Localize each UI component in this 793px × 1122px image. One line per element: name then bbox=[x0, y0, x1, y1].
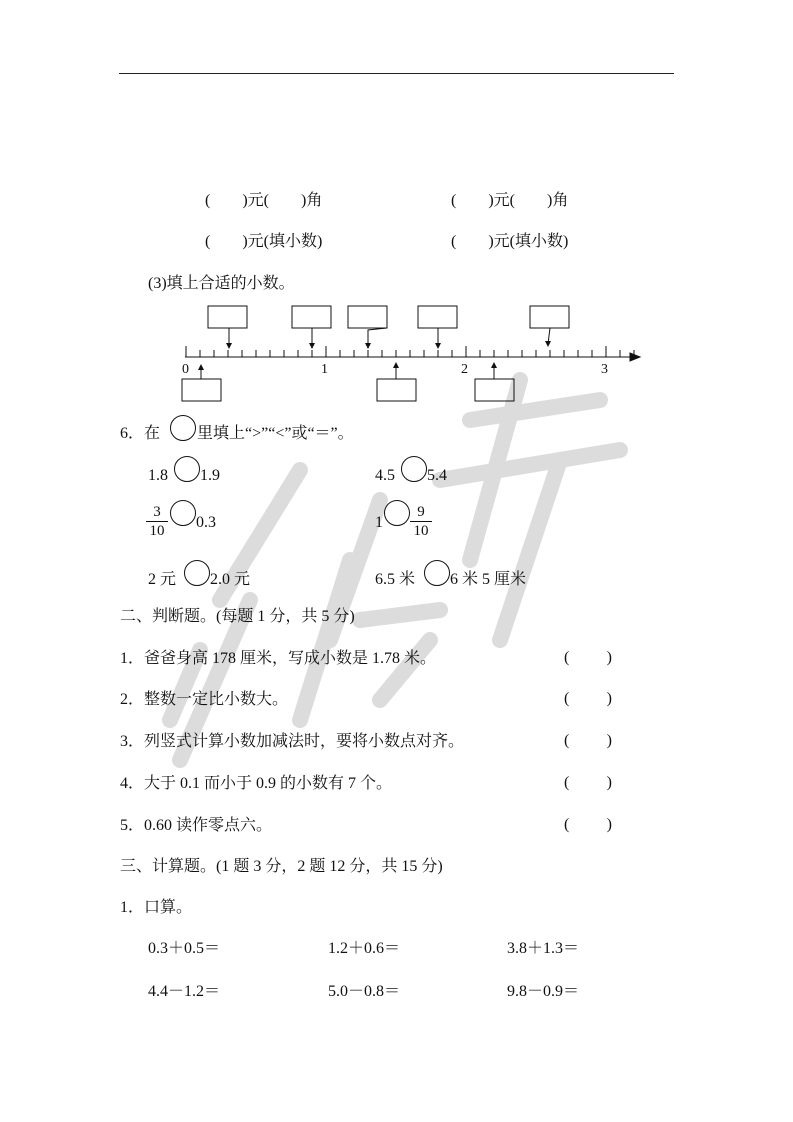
compare-circle-e[interactable] bbox=[184, 560, 210, 586]
q6-title-suffix: 里填上“>”“<”或“＝”。 bbox=[197, 425, 354, 442]
compare-c-right: 0.3 bbox=[196, 514, 216, 531]
calc-r2-c3: 9.8－0.9＝ bbox=[507, 983, 580, 1000]
axis-label-0: 0 bbox=[182, 362, 189, 377]
fraction-denominator: 10 bbox=[413, 523, 429, 539]
compare-d-fraction bbox=[410, 503, 432, 540]
answer-paren-2[interactable]: ( ) bbox=[564, 690, 612, 707]
compare-e-right: 2.0 元 bbox=[210, 571, 251, 588]
q6-title-prefix: 6．在 bbox=[120, 425, 161, 442]
calc-r2-c1: 4.4－1.2＝ bbox=[148, 983, 221, 1000]
answer-paren-5[interactable]: ( ) bbox=[564, 816, 612, 833]
money-row1-right: ( )元( )角 bbox=[451, 192, 569, 209]
money-row1-left: ( )元( )角 bbox=[205, 192, 323, 209]
compare-circle-b[interactable] bbox=[401, 456, 427, 482]
axis-label-3: 3 bbox=[601, 362, 608, 377]
money-row2-left: ( )元(填小数) bbox=[205, 233, 323, 250]
section3-sub1: 1．口算。 bbox=[120, 899, 193, 916]
compare-circle-d[interactable] bbox=[384, 500, 410, 526]
compare-b-left: 4.5 bbox=[375, 467, 395, 484]
axis-label-2: 2 bbox=[461, 362, 468, 377]
judge-item-2: 2．整数一定比小数大。 bbox=[120, 691, 289, 708]
calc-r2-c2: 5.0－0.8＝ bbox=[328, 983, 401, 1000]
q3-title: (3)填上合适的小数。 bbox=[148, 275, 295, 292]
compare-d-whole: 1 bbox=[375, 514, 383, 531]
compare-circle-f[interactable] bbox=[424, 560, 450, 586]
answer-paren-1[interactable]: ( ) bbox=[564, 649, 612, 666]
axis-label-1: 1 bbox=[321, 362, 328, 377]
money-row2-right: ( )元(填小数) bbox=[451, 233, 569, 250]
judge-item-5: 5．0.60 读作零点六。 bbox=[120, 817, 273, 834]
fraction-numerator: 9 bbox=[410, 503, 432, 522]
compare-circle[interactable] bbox=[170, 415, 196, 441]
compare-circle-a[interactable] bbox=[174, 456, 200, 482]
compare-a-left: 1.8 bbox=[148, 467, 168, 484]
compare-e-left: 2 元 bbox=[148, 571, 177, 588]
section3-title: 三、计算题。(1 题 3 分，2 题 12 分，共 15 分) bbox=[120, 858, 443, 875]
judge-item-1: 1．爸爸身高 178 厘米，写成小数是 1.78 米。 bbox=[120, 650, 437, 667]
compare-circle-c[interactable] bbox=[170, 500, 196, 526]
calc-r1-c3: 3.8＋1.3＝ bbox=[507, 940, 580, 957]
compare-a-right: 1.9 bbox=[200, 467, 220, 484]
judge-item-4: 4．大于 0.1 而小于 0.9 的小数有 7 个。 bbox=[120, 775, 393, 792]
calc-r1-c2: 1.2＋0.6＝ bbox=[328, 940, 401, 957]
judge-item-3: 3．列竖式计算小数加减法时，要将小数点对齐。 bbox=[120, 733, 465, 750]
section2-title: 二、判断题。(每题 1 分，共 5 分) bbox=[120, 608, 355, 625]
compare-b-right: 5.4 bbox=[427, 467, 447, 484]
fraction-numerator: 3 bbox=[146, 503, 168, 522]
answer-paren-4[interactable]: ( ) bbox=[564, 774, 612, 791]
compare-f-right: 6 米 5 厘米 bbox=[450, 571, 527, 588]
calc-r1-c1: 0.3＋0.5＝ bbox=[148, 940, 221, 957]
answer-paren-3[interactable]: ( ) bbox=[564, 732, 612, 749]
compare-c-fraction bbox=[146, 503, 168, 540]
compare-f-left: 6.5 米 bbox=[375, 571, 416, 588]
fraction-denominator: 10 bbox=[149, 523, 165, 539]
